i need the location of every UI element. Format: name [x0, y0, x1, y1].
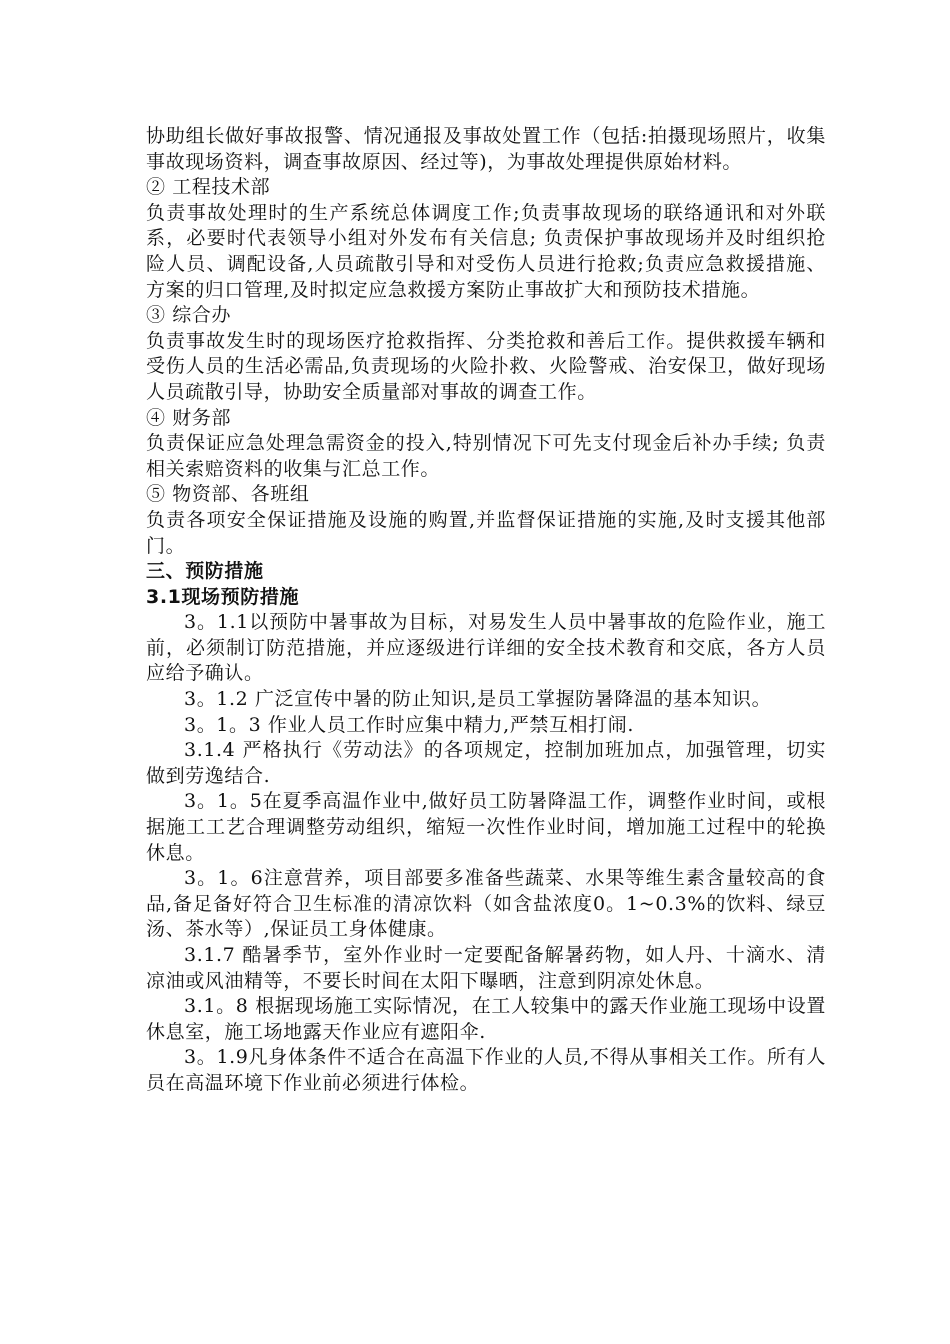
measure-item: 3。1。5在夏季高温作业中,做好员工防暑降温工作，调整作业时间，或根据施工工艺合理调整劳动组织，缩短一次性作业时间，增加施工过程中的轮换休息。: [146, 790, 826, 864]
role-heading-finance: ④ 财务部: [146, 406, 232, 429]
section-heading: 三、预防措施: [146, 560, 264, 583]
measure-item: 3。1.2 广泛宣传中暑的防止知识,是员工掌握防暑降温的基本知识。: [184, 688, 772, 711]
intro-paragraph: 协助组长做好事故报警、情况通报及事故处置工作（包括:拍摄现场照片，收集事故现场资料，调查事故原因、经过等)，为事故处理提供原始材料。: [146, 125, 826, 173]
role-heading-general-office: ③ 综合办: [146, 304, 232, 327]
measure-item: 3.1。8 根据现场施工实际情况，在工人较集中的露天作业施工现场中设置休息室，施工场地露天作业应有遮阳伞.: [146, 995, 826, 1043]
role-body-finance: 负责保证应急处理急需资金的投入,特别情况下可先支付现金后补办手续; 负责相关索赔资料的收集与汇总工作。: [146, 432, 826, 480]
role-heading-engineering: ② 工程技术部: [146, 176, 271, 199]
measure-item: 3.1.4 严格执行《劳动法》的各项规定，控制加班加点，加强管理，切实做到劳逸结合.: [146, 739, 826, 787]
role-body-materials: 负责各项安全保证措施及设施的购置,并监督保证措施的实施,及时支援其他部门。: [146, 508, 826, 557]
measure-item: 3.1.7 酷暑季节，室外作业时一定要配备解暑药物，如人丹、十滴水、清凉油或风油精等，不要长时间在太阳下曝晒，注意到阴凉处休息。: [146, 944, 826, 992]
role-body-general-office: 负责事故发生时的现场医疗抢救指挥、分类抢救和善后工作。提供救援车辆和受伤人员的生活必需品,负责现场的火险扑救、火险警戒、治安保卫，做好现场人员疏散引导，协助安全质量部对事故的调查工作。: [146, 329, 826, 403]
document-body: [146, 124, 826, 1097]
role-body-engineering: 负责事故处理时的生产系统总体调度工作;负责事故现场的联络通讯和对外联系，必要时代表领导小组对外发布有关信息; 负责保护事故现场并及时组织抢险人员、调配设备,人员疏散引导和对受伤人员进行抢救;负责应急救援措施、方案的归口管理,及时拟定应急救援方案防止事故扩大和预防技术措施。: [146, 201, 826, 301]
measure-item: 3。1.9凡身体条件不适合在高温下作业的人员,不得从事相关工作。所有人员在高温环境下作业前必须进行体检。: [146, 1046, 826, 1094]
role-heading-materials: ⑤ 物资部、各班组: [146, 483, 310, 506]
subsection-heading: 3.1现场预防措施: [146, 585, 300, 608]
measure-item: 3。1.1以预防中暑事故为目标，对易发生人员中暑事故的危险作业，施工前，必须制订防范措施，并应逐级进行详细的安全技术教育和交底，各方人员应给予确认。: [146, 611, 826, 685]
measure-item: 3。1。3 作业人员工作时应集中精力,严禁互相打闹.: [184, 713, 634, 736]
measure-item: 3。1。6注意营养，项目部要多准备些蔬菜、水果等维生素含量较高的食品,备足备好符合卫生标准的清凉饮料（如含盐浓度0。1~0.3%的饮料、绿豆汤、茶水等）,保证员工身体健康。: [146, 867, 826, 941]
